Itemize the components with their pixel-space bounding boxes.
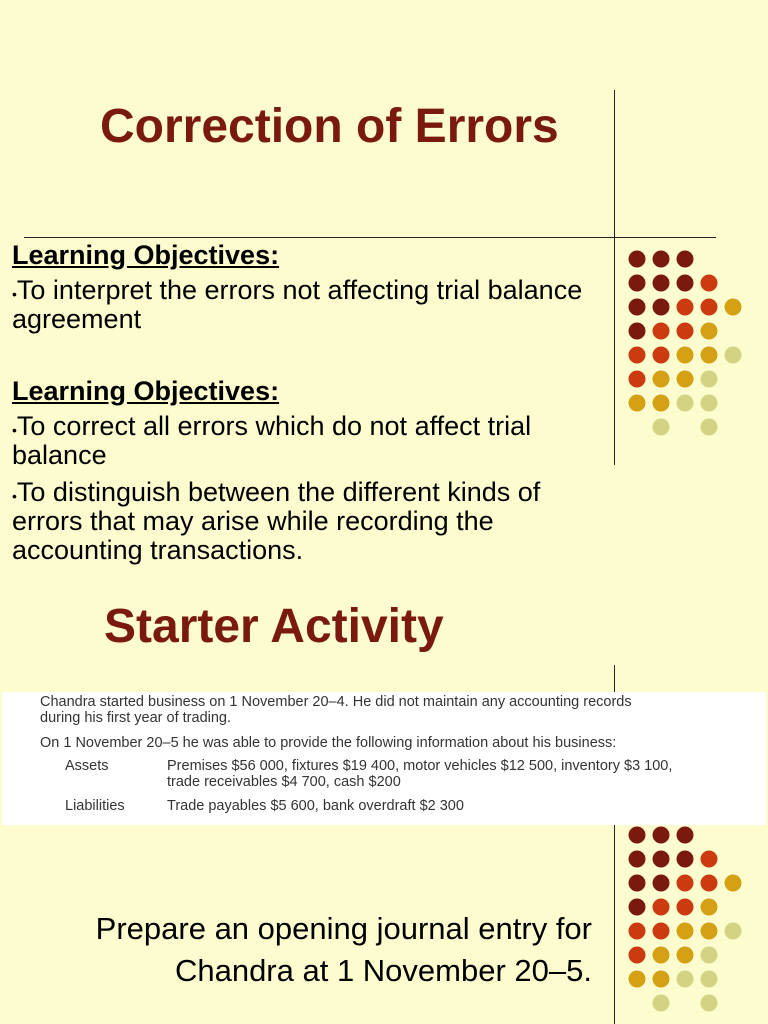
activity-line-1: Chandra started business on 1 November 20–4. He did not maintain any accounting records	[40, 694, 632, 710]
learning-objectives-heading-1: Learning Objectives:	[12, 240, 280, 270]
prompt-line-2: Chandra at 1 November 20–5.	[174, 953, 592, 988]
decorative-dot	[629, 275, 646, 292]
activity-text-box	[2, 692, 766, 825]
decorative-dot	[653, 947, 670, 964]
decorative-dot	[653, 323, 670, 340]
decorative-dot	[629, 851, 646, 868]
decorative-dot	[653, 275, 670, 292]
decorative-dot	[677, 899, 694, 916]
decorative-dot	[701, 299, 718, 316]
decorative-dot	[653, 923, 670, 940]
decorative-dot	[701, 347, 718, 364]
decorative-dot	[677, 395, 694, 412]
objective-item-2: •To correct all errors which do not affect trial balance	[12, 411, 532, 470]
prompt-line-1: Prepare an opening journal entry for	[95, 911, 592, 946]
decorative-dot	[677, 851, 694, 868]
bullet-dot: •	[12, 488, 17, 504]
learning-objectives-heading-2: Learning Objectives:	[12, 376, 280, 406]
decorative-dot	[653, 995, 670, 1012]
bullet-dot: •	[12, 422, 17, 438]
liabilities-line: Trade payables $5 600, bank overdraft $2 300	[167, 798, 464, 814]
horizontal-divider	[24, 237, 716, 238]
vertical-divider-bottom	[614, 665, 615, 693]
decorative-dot	[725, 875, 742, 892]
decorative-dot	[677, 923, 694, 940]
decorative-dot	[653, 827, 670, 844]
decorative-dot	[653, 875, 670, 892]
decorative-dot	[653, 371, 670, 388]
decorative-dot	[725, 923, 742, 940]
assets-label: Assets	[65, 758, 109, 774]
decorative-dot	[653, 251, 670, 268]
decorative-dot	[677, 323, 694, 340]
decorative-dot	[653, 347, 670, 364]
decorative-dot	[701, 323, 718, 340]
decorative-dot	[629, 347, 646, 364]
decorative-dot	[629, 251, 646, 268]
decorative-dot	[629, 371, 646, 388]
starter-activity-title: Starter Activity	[104, 600, 444, 653]
decorative-dot	[653, 299, 670, 316]
decorative-dot	[629, 299, 646, 316]
decorative-dot	[701, 947, 718, 964]
decorative-dot	[629, 395, 646, 412]
liabilities-label: Liabilities	[65, 798, 125, 814]
decorative-dot	[629, 827, 646, 844]
decorative-dot	[653, 419, 670, 436]
decorative-dot	[629, 947, 646, 964]
objective-item-1: •To interpret the errors not affecting trial balance agreement	[12, 275, 583, 334]
decorative-dot	[701, 995, 718, 1012]
decorative-dots-bottom	[620, 824, 750, 1014]
decorative-dot	[701, 395, 718, 412]
decorative-dot	[653, 971, 670, 988]
decorative-dot	[677, 275, 694, 292]
decorative-dot	[653, 899, 670, 916]
decorative-dot	[701, 899, 718, 916]
vertical-divider-bottom-2	[614, 825, 615, 1024]
decorative-dot	[629, 899, 646, 916]
objective-item-3: •To distinguish between the different kinds of errors that may arise while recording the accounting transactions.	[12, 477, 541, 565]
decorative-dots-top	[620, 248, 750, 438]
decorative-dot	[725, 347, 742, 364]
decorative-dot	[677, 971, 694, 988]
decorative-dot	[677, 827, 694, 844]
decorative-dot	[701, 875, 718, 892]
decorative-dot	[653, 395, 670, 412]
decorative-dot	[701, 971, 718, 988]
vertical-divider-top	[614, 90, 615, 465]
decorative-dot	[629, 323, 646, 340]
decorative-dot	[701, 275, 718, 292]
decorative-dot	[629, 971, 646, 988]
decorative-dot	[629, 923, 646, 940]
decorative-dot	[677, 347, 694, 364]
assets-line-1: Premises $56 000, fixtures $19 400, motor vehicles $12 500, inventory $3 100,	[167, 758, 673, 774]
decorative-dot	[629, 875, 646, 892]
decorative-dot	[677, 947, 694, 964]
decorative-dot	[677, 299, 694, 316]
decorative-dot	[701, 923, 718, 940]
decorative-dot	[725, 299, 742, 316]
decorative-dot	[677, 371, 694, 388]
activity-line-3: On 1 November 20–5 he was able to provide the following information about his business:	[40, 735, 617, 751]
decorative-dot	[701, 371, 718, 388]
decorative-dot	[677, 875, 694, 892]
decorative-dot	[701, 419, 718, 436]
decorative-dot	[677, 251, 694, 268]
activity-line-2: during his first year of trading.	[40, 710, 232, 726]
slide-title: Correction of Errors	[100, 100, 559, 153]
decorative-dot	[653, 851, 670, 868]
assets-line-2: trade receivables $4 700, cash $200	[167, 774, 401, 790]
bullet-dot: •	[12, 286, 17, 302]
decorative-dot	[701, 851, 718, 868]
